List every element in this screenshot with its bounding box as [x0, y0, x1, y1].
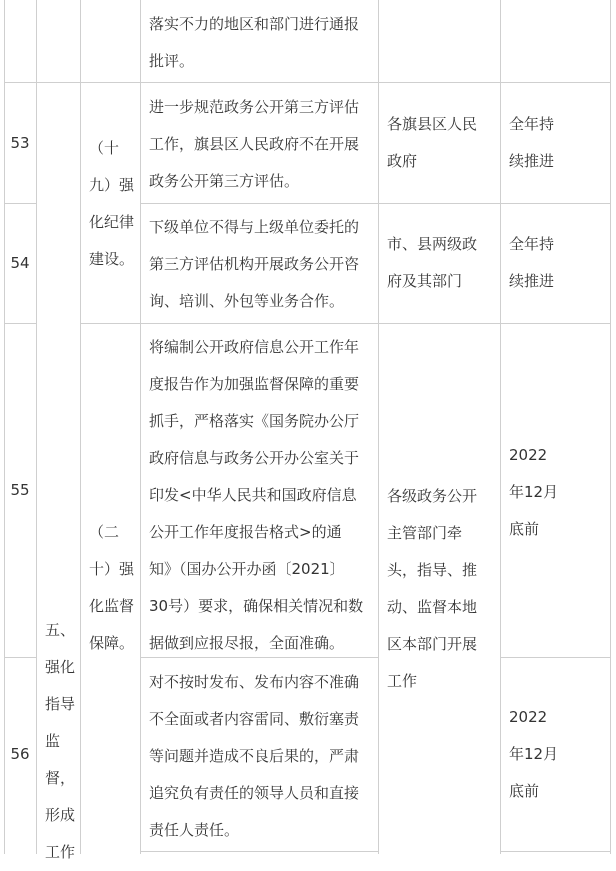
content-line: 第三方评估机构开展政务公开咨	[149, 255, 360, 273]
content-line: 政府信息与政务公开办公室关于	[149, 449, 360, 467]
owner-cell	[379, 226, 500, 300]
category-line: 五、	[45, 621, 76, 639]
content-line: 对不按时发布、发布内容不准确	[149, 673, 360, 691]
content-line: 知》（国办公开办函〔2021〕	[149, 560, 345, 578]
table-border	[140, 851, 378, 852]
table-border	[140, 203, 611, 204]
deadline-line: 全年持	[509, 235, 555, 253]
category-line: 监	[45, 732, 61, 750]
category-line: 形成	[45, 806, 76, 824]
owner-cell	[379, 106, 500, 180]
seq-number: 56	[10, 745, 30, 763]
owner-line: 市、县两级政	[387, 235, 478, 253]
owner-line: 主管部门牵	[387, 524, 463, 542]
deadline-line: 2022	[509, 708, 548, 726]
deadline-line: 全年持	[509, 115, 555, 133]
content-line: 抓手，严格落实《国务院办公厅	[149, 412, 360, 430]
sub-task-line: 九）强	[89, 176, 135, 194]
content-line: 将编制公开政府信息公开工作年	[149, 338, 360, 356]
sub-task-line: （二	[89, 523, 120, 541]
sub-task-line: 化纪律	[89, 213, 135, 231]
sub-task-line: 十）强	[89, 560, 135, 578]
owner-line: 工作	[387, 672, 418, 690]
owner-line: 头，指导、推	[387, 561, 478, 579]
category-line: 督，	[45, 769, 76, 787]
owner-line: 政府	[387, 152, 418, 170]
table-border	[610, 0, 611, 854]
content-line: 印发<中华人民共和国政府信息	[149, 486, 357, 504]
sub-task-cell	[81, 514, 140, 662]
task-content-cell	[141, 664, 378, 849]
content-line: 政务公开第三方评估。	[149, 172, 300, 190]
content-line: 等问题并造成不良后果的，严肃	[149, 747, 360, 765]
sub-task-cell	[81, 130, 140, 278]
category-line: 工作	[45, 843, 76, 861]
deadline-line: 2022	[509, 446, 548, 464]
deadline-line: 底前	[509, 520, 540, 538]
deadline-cell	[501, 226, 610, 300]
content-line: 公开工作年度报告格式>的通	[149, 523, 342, 541]
deadline-cell	[501, 699, 610, 810]
content-line: 工作，旗县区人民政府不在开展	[149, 135, 360, 153]
category-line: 强化	[45, 658, 76, 676]
content-line: 下级单位不得与上级单位委托的	[149, 218, 360, 236]
category-line: 指导	[45, 695, 76, 713]
owner-line: 府及其部门	[387, 272, 463, 290]
task-content-cell	[141, 89, 378, 200]
seq-number: 55	[10, 481, 30, 499]
table-border	[500, 851, 611, 852]
content-line: 责任人责任。	[149, 821, 240, 839]
sub-task-line: 保障。	[89, 634, 135, 652]
deadline-cell	[501, 437, 610, 548]
task-content-cell	[141, 6, 378, 80]
deadline-line: 年12月	[509, 745, 559, 763]
sub-task-line: 化监督	[89, 597, 135, 615]
owner-line: 动、监督本地	[387, 598, 478, 616]
task-content-cell	[141, 329, 378, 662]
content-line: 30号）要求，确保相关情况和数	[149, 597, 364, 615]
content-line: 进一步规范政务公开第三方评估	[149, 98, 360, 116]
content-line: 落实不力的地区和部门进行通报	[149, 15, 360, 33]
owner-line: 区本部门开展	[387, 635, 478, 653]
content-line: 询、培训、外包等业务合作。	[149, 292, 345, 310]
content-line: 度报告作为加强监督保障的重要	[149, 375, 360, 393]
task-content-cell	[141, 209, 378, 320]
deadline-line: 续推进	[509, 152, 555, 170]
table-border	[500, 657, 611, 658]
deadline-line: 续推进	[509, 272, 555, 290]
table-border	[4, 82, 611, 83]
owner-line: 各级政务公开	[387, 487, 478, 505]
category-cell	[37, 612, 80, 871]
content-line: 不全面或者内容雷同、敷衍塞责	[149, 710, 360, 728]
seq-number: 54	[10, 254, 30, 272]
owner-line: 各旗县区人民	[387, 115, 478, 133]
owner-cell	[379, 478, 500, 700]
sub-task-line: 建设。	[89, 250, 135, 268]
deadline-line: 年12月	[509, 483, 559, 501]
content-line: 追究负有责任的领导人员和直接	[149, 784, 360, 802]
table-border	[80, 0, 81, 854]
seq-number: 53	[10, 133, 30, 152]
sub-task-line: （十	[89, 139, 120, 157]
content-line: 据做到应报尽报，全面准确。	[149, 634, 345, 652]
table-border	[80, 323, 611, 324]
deadline-cell	[501, 106, 610, 180]
content-line: 批评。	[149, 52, 195, 70]
deadline-line: 底前	[509, 782, 540, 800]
